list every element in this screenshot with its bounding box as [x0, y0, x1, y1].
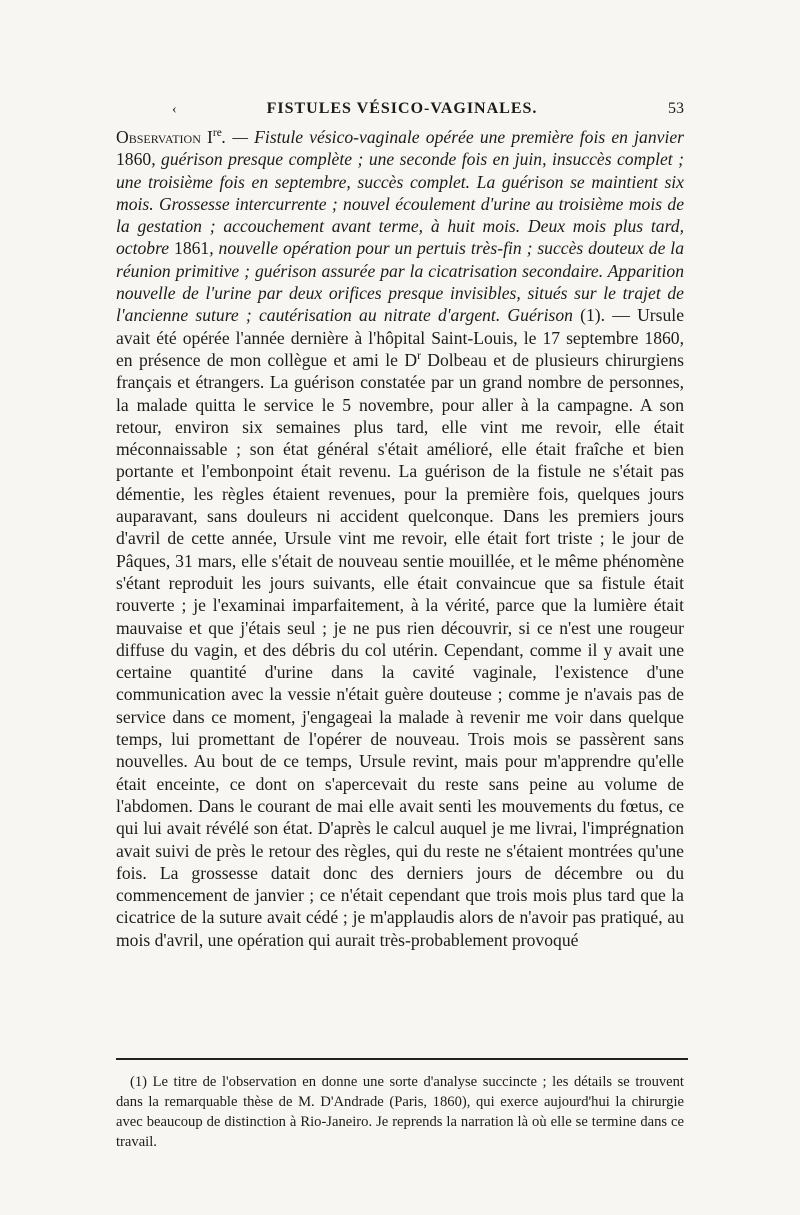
summary-year2: 1861: [174, 238, 210, 259]
summary-part3: , nouvelle opération pour un pertuis très-fin ; succès douteux de la réunion primitive ; guérison assurée par la cicatrisation secondaire. Apparition nouvelle de l'urine par deux orifices presque invisibles, situés sur le trajet de l'ancienne suture ; cautérisation au nitrate d'argent. Guérison: [116, 238, 684, 326]
header-mark: ‹: [172, 102, 177, 117]
observation-numeral: I: [207, 127, 213, 147]
observation-label: Observation: [116, 127, 201, 147]
running-header: [116, 100, 688, 124]
footnote-ref: (1): [580, 305, 601, 326]
summary-year1: 1860: [116, 149, 152, 170]
dr-sup: r: [417, 350, 421, 363]
observation-paragraph: [116, 126, 684, 951]
summary-part2: , guérison presque complète ; une seconde fois en juin, insuccès complet ; une troisième fois en septembre, succès complet. La guérison se maintient six mois. Grossesse intercurrente ; nouvel écoulement d'urine au troisième mois de la gestation ; accouchement avant terme, à huit mois. Deux mois plus tard, octobre: [116, 149, 684, 259]
footnote: [116, 1072, 684, 1152]
text-body: Dolbeau et de plusieurs chirurgiens français et étrangers. La guérison constatée par un grand nombre de personnes, la malade quitta le service le 5 novembre, pour aller à la campagne. A son retour, environ six semaines plus tard, elle vint me revoir, elle était méconnaissable ; son état général s'était amélioré, elle était fraîche et bien portante et l'embonpoint était revenu. La guérison de la fistule ne s'était pas démentie, les règles étaient revenues, pour la première fois, quelques jours auparavant, sans douleurs ni accident quelconque. Dans les premiers jours d'avril de cette année, Ursule vint me revoir, elle était fort triste ; le jour de Pâques, 31 mars, elle s'était de nouveau sentie mouillée, et le même phénomène s'étant reproduit les jours suivants, elle était convaincue que sa fistule était rouverte ; je l'examinai imparfaitement, à la vérité, parce que la lumière était mauvaise et que j'étais seul ; je ne pus rien découvrir, si ce n'est une rougeur diffuse du vagin, et des débris du col utérin. Cependant, comme il y avait une certaine quantité d'urine dans la cavité vaginale, l'existence d'une communication avec la vessie n'était guère douteuse ; comme je n'avais pas de service dans ce moment, j'engageai la malade à revenir me voir dans quelque temps, lui promettant de l'opérer de nouveau. Trois mois se passèrent sans nouvelles. Au bout de ce temps, Ursule revint, mais pour m'apprendre qu'elle était enceinte, ce dont on s'apercevait du reste sans peine au volume de l'abdomen. Dans le courant de mai elle avait senti les mouvements du fœtus, ce qui lui avait révélé son état. D'après le calcul auquel je me livrai, l'imprégnation avait suivi de près le retour des règles, qui du reste ne s'étaient montrées qu'une fois. La grossesse datait donc des derniers jours de décembre ou du commencement de janvier ; ce n'était cependant que trois mois plus tard que la cicatrice de la suture avait cédé ; je m'applaudis alors de n'avoir pas pratiqué, au mois d'avril, une opération qui aurait très-probablement provoqué: [116, 349, 684, 950]
summary-part1: . — Fistule vésico-vaginale opérée une première fois en janvier: [221, 127, 684, 147]
main-text: [116, 126, 684, 951]
footnote-text: (1) Le titre de l'observation en donne une sorte d'analyse succincte ; les détails se trouvent dans la remarquable thèse de M. D'Andrade (Paris, 1860), qui exerce aujourd'hui la chirurgie avec beaucoup de distinction à Rio-Janeiro. Je reprends la narration là où elle se termine dans ce travail.: [116, 1074, 684, 1150]
footnote-rule: [116, 1058, 688, 1060]
text-intro: . — Ursule avait été opérée l'année dernière à l'hôpital Saint-Louis, le 17 septembre 1860, en présence de mon collègue et ami le D: [116, 305, 684, 370]
page-number: 53: [668, 100, 684, 117]
observation-summary: [116, 127, 684, 325]
running-title: FISTULES VÉSICO-VAGINALES.: [266, 100, 538, 117]
observation-numeral-sup: re: [212, 127, 222, 140]
